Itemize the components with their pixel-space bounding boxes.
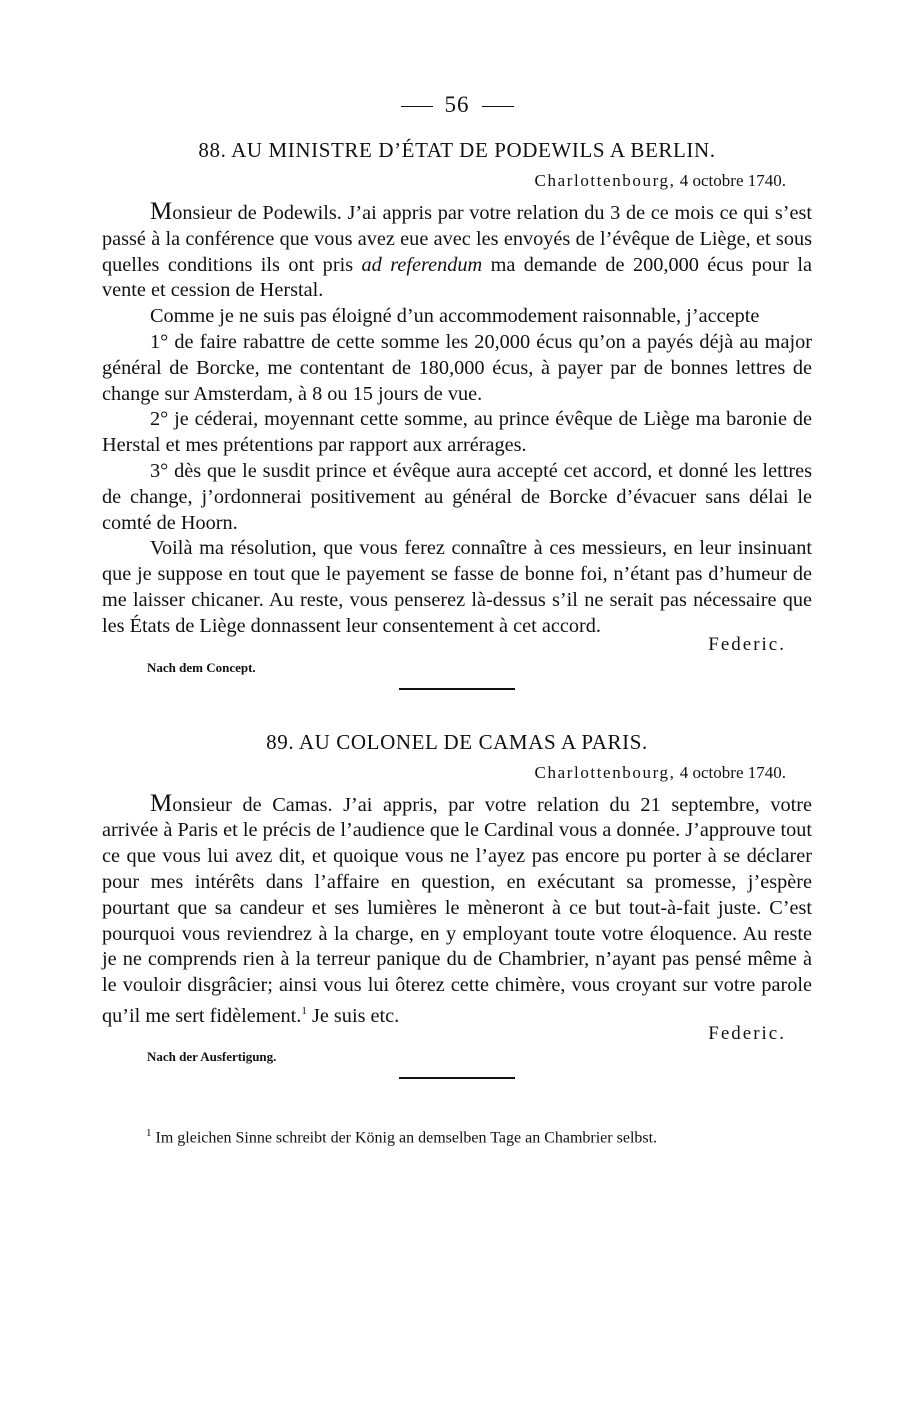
footnote-text: Im gleichen Sinne schreibt der König an demselben Tage an Chambrier selbst. [151, 1129, 658, 1147]
paragraph: 1° de faire rabattre de cette somme les 20,000 écus qu’on a payés déjà au major général de Borcke, me contentant de 180,000 écus, à payer par de bonnes lettres de change sur Amsterdam, à 8 ou 15 jours de vue. [102, 330, 812, 405]
page-number: 56 [102, 92, 812, 118]
paragraph: Monsieur de Camas. J’ai appris, par votre relation du 21 septembre, votre arrivée à Paris et le précis de l’audience que le Cardinal vous a donnée. J’approuve tout ce que vous lui avez dit, et quoique vous ne l’ayez pas encore pu porter à se déclarer pour mes intérêts dans l’affaire en question, en exécutant sa promesse, j’espère pourtant que sa candeur et ses lumières le mèneront à ce but tout-à-fait juste. C’est pourquoi vous reviendrez à la charge, en y employant toute votre éloquence. Au reste je ne comprends rien à la terreur panique du de Chambrier, n’ayant pas pensé même à le vouloir disgrâcier; ainsi vous lui ôterez cette chimère, vous croyant sur votre parole qu’il me sert fidèlement.$^1$ Je suis etc. [102, 789, 812, 1027]
dash-right [482, 106, 514, 107]
letter-date [102, 171, 786, 191]
paragraph: 2° je céderai, moyennant cette somme, au prince évêque de Liège ma baronie de Herstal et mes prétentions par rapport aux arrérages. [102, 408, 812, 457]
letter-89 [102, 730, 812, 1080]
paragraph: 3° dès que le susdit prince et évêque aura accepté cet accord, et donné les lettres de change, j’ordonnerai positivement au général de Borcke d’évacuer sans délai le comté de Hoorn. [102, 459, 812, 534]
signature: Federic. [708, 1023, 786, 1045]
letter-date-value: 4 octobre 1740. [679, 762, 786, 782]
source-note: Nach dem Concept. [147, 659, 256, 675]
letter-body [102, 199, 812, 640]
initial-capital: M [150, 789, 173, 817]
divider [399, 1077, 515, 1079]
document-page [102, 92, 812, 1149]
signature: Federic. [708, 633, 786, 655]
letter-heading: 88. AU MINISTRE D’ÉTAT DE PODEWILS A BERLIN. [198, 138, 716, 162]
footnote-mark: 1 [146, 1127, 152, 1140]
letter-heading: 89. AU COLONEL DE CAMAS A PARIS. [266, 729, 648, 754]
letter-date [102, 763, 786, 783]
footnote [102, 1123, 812, 1148]
letter-place: Charlottenbourg, [534, 171, 676, 190]
initial-capital: M [150, 198, 173, 225]
paragraph: Comme je ne suis pas éloigné d’un accommodement raisonnable, j’accepte [150, 305, 760, 328]
latin-phrase: ad referendum [361, 253, 483, 276]
divider [399, 688, 515, 690]
letter-body [102, 791, 812, 1030]
paragraph: Voilà ma résolution, que vous ferez connaître à ces messieurs, en leur insinuant que je suppose en tout que le payement se fasse de bonne foi, n’étant pas d’humeur de me laisser chicaner. Au reste, vous penserez là-dessus s’il ne serait pas nécessaire que les États de Liège donnassent leur consentement à cet accord. [102, 537, 812, 637]
paragraph: Monsieur de Podewils. J’ai appris par votre relation du 3 de ce mois ce qui s’est passé à la conférence que vous avez eue avec les envoyés de l’évêque de Liège, et sous quelles conditions ils ont pris ad referendum ma demande de 200,000 écus pour la vente et cession de Herstal. [102, 198, 812, 302]
letter-date-value: 4 octobre 1740. [679, 171, 786, 190]
footnote-reference[interactable]: 1 [301, 1004, 307, 1017]
dash-left [401, 106, 433, 107]
letter-place: Charlottenbourg, [534, 762, 676, 782]
letter-88 [102, 138, 812, 690]
source-note: Nach der Ausfertigung. [147, 1049, 277, 1065]
